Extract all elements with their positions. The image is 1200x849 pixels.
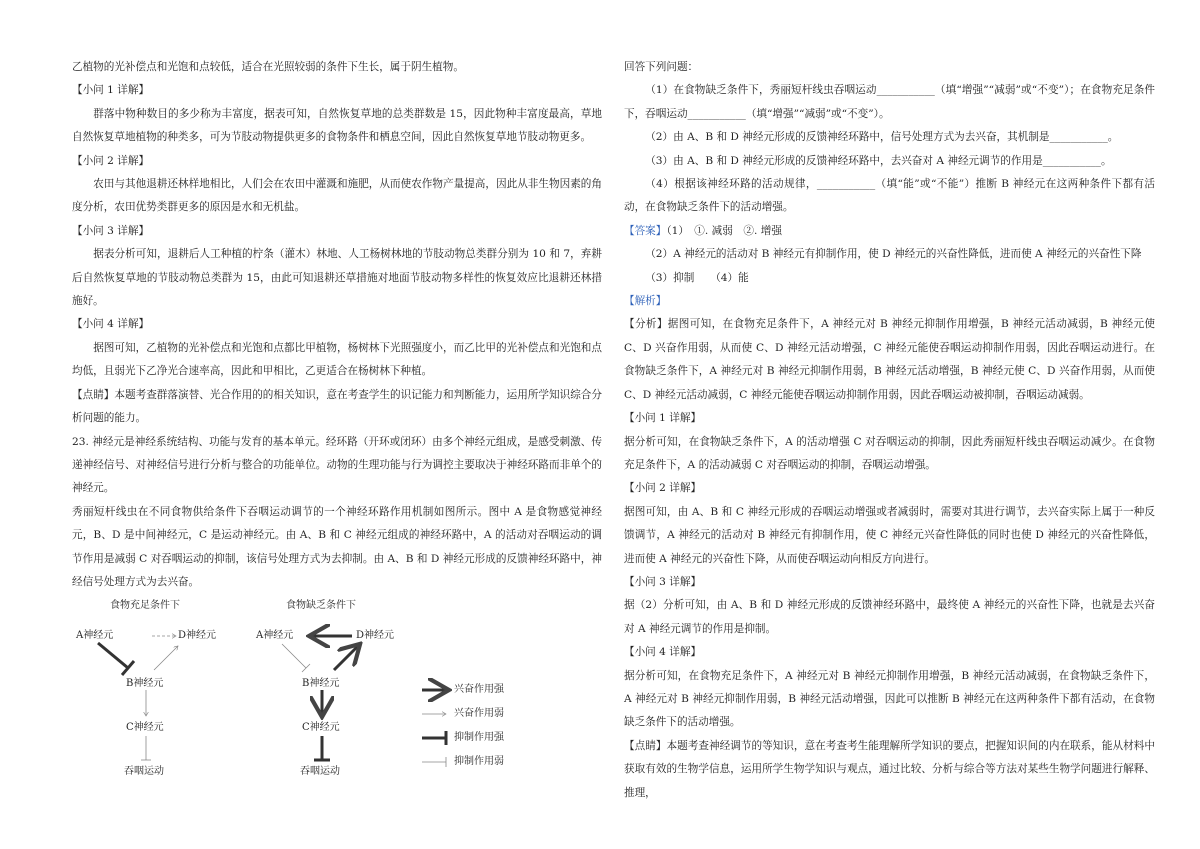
b-to-d-strong-excite: [334, 646, 358, 670]
comment-paragraph: 【点睛】本题考查神经调节的等知识，意在考查考生能理解所学知识的要点，把握知识间的内在联系，能从材料中获取有效的生物学信息，运用所学生物学知识与观点，通过比较、分析与综合等方法对某些生物学问题进行解释、推理，: [624, 739, 1155, 799]
question-stem: 23. 神经元是神经系统结构、功能与发育的基本单元。经环路（开环或闭环）由多个神经元组成，是感受刺激、传递神经信号、对神经信号进行分析与整合的功能单位。动物的生理功能与行为调控主要取决于神经环路而非单个的神经元。: [72, 435, 602, 495]
answer-3: （3）抑制 （4）能: [645, 271, 749, 284]
right-column: [624, 56, 1155, 805]
a-to-b-weak-inhibit: [282, 644, 306, 668]
section-heading: 【小问 3 详解】: [624, 575, 702, 588]
question-1: （1）在食物缺乏条件下，秀丽短杆线虫吞咽运动___________（填“增强”“减弱”或“不变”）；在食物充足条件下，吞咽运动___________（填“增强”“减弱”或“不变”）。: [624, 84, 1155, 120]
neuron-b-left: B神经元: [126, 678, 164, 690]
question-context: 秀丽短杆线虫在不同食物供给条件下吞咽运动调节的一个神经环路作用机制如图所示。图中 A 是食物感觉神经元，B、D 是中间神经元，C 是运动神经元。由 A、B 和 C 神经元组成的神经环路中，A 的活动对吞咽运动的调节作用是减弱 C 对吞咽运动的抑制，该信号处理方式为去抑制。由 A、B 和 D 神经元形成的反馈神经环路中，神经信号处理方式为去兴奋。: [72, 505, 602, 588]
diagram-title-left: 食物充足条件下: [110, 600, 180, 612]
neuron-d-right: D神经元: [356, 630, 395, 642]
question-2: （2）由 A、B 和 D 神经元形成的反馈神经环路中，信号处理方式为去兴奋，其机制是___________。: [645, 131, 1119, 144]
section-heading: 【小问 1 详解】: [624, 412, 702, 425]
analysis-paragraph: 据图可知，由 A、B 和 C 神经元形成的吞咽运动增强或者减弱时，需要对其进行调节，去兴奋实际上属于一种反馈调节，A 神经元的活动对 B 神经元有抑制作用，使 C 神经元兴奋性降低的同时也使 D 神经元的兴奋性降低，进而使 A 神经元的兴奋性下降，从而使吞咽运动向相反方向进行。: [624, 505, 1155, 565]
neuron-a-right: A神经元: [256, 630, 294, 642]
legend-label-strong-excite: 兴奋作用强: [454, 684, 504, 696]
comment-paragraph: 【点睛】本题考查群落演替、光合作用的的相关知识，意在考查学生的识记能力和判断能力，运用所学知识综合分析问题的能力。: [72, 388, 602, 425]
neuron-c-right: C神经元: [302, 722, 340, 734]
left-column: [72, 56, 602, 794]
question-4: （4）根据该神经环路的活动规律，___________（填“能”或“不能”）推断 B 神经元在这两种条件下都有活动，在食物缺乏条件下的活动增强。: [624, 178, 1155, 214]
analysis-paragraph: 据分析可知，在食物充足条件下，A 神经元对 B 神经元抑制作用增强，B 神经元活动减弱，在食物缺乏条件下，A 神经元对 B 神经元抑制作用弱，B 神经元活动增强，因此可以推断 B 神经元在这两种条件下都有活动，在食物缺乏条件下的活动增强。: [624, 669, 1155, 729]
swallow-left: 吞咽运动: [124, 766, 164, 778]
left-paragraph: 乙植物的光补偿点和光饱和点较低，适合在光照较弱的条件下生长，属于阴生植物。: [72, 61, 464, 73]
swallow-right: 吞咽运动: [300, 766, 340, 778]
section-heading: 【小问 2 详解】: [72, 154, 150, 167]
legend-label-strong-inhibit: 抑制作用强: [454, 732, 504, 744]
neural-circuit-diagram: [76, 598, 504, 794]
question-3: （3）由 A、B 和 D 神经元形成的反馈神经环路中，去兴奋对 A 神经元调节的作用是___________。: [645, 154, 1112, 167]
left-paragraph: 据图可知，乙植物的光补偿点和光饱和点都比甲植物，杨树林下光照强度小，而乙比甲的光补偿点和光饱和点均低，且弱光下乙净光合速率高，因此和甲相比，乙更适合在杨树林下种植。: [72, 341, 602, 378]
a-to-b-strong-inhibit: [98, 643, 128, 668]
question-intro: 回答下列问题：: [624, 61, 699, 73]
analysis-label: 【解析】: [624, 295, 667, 308]
section-heading: 【小问 3 详解】: [72, 224, 150, 237]
left-paragraph: 群落中物种数目的多少称为丰富度，据表可知，自然恢复草地的总类群数是 15，因此物种丰富度最高，草地自然恢复草地植物的种类多，可为节肢动物提供更多的食物条件和栖息空间，因此自然恢复草地节肢动物更多。: [72, 107, 602, 144]
section-heading: 【小问 4 详解】: [624, 646, 702, 659]
b-to-d-weak-excite: [154, 646, 178, 670]
section-heading: 【小问 2 详解】: [624, 482, 702, 495]
analysis-paragraph: 据分析可知，在食物缺乏条件下，A 的活动增强 C 对吞咽运动的抑制，因此秀丽短杆线虫吞咽运动减少。在食物充足条件下，A 的活动减弱 C 对吞咽运动的抑制，吞咽运动增强。: [624, 435, 1155, 471]
answer-2: （2）A 神经元的活动对 B 神经元有抑制作用，使 D 神经元的兴奋性降低，进而使 A 神经元的兴奋性下降: [645, 248, 1142, 261]
legend-label-weak-excite: 兴奋作用弱: [454, 708, 504, 720]
diagram-title-right: 食物缺乏条件下: [286, 600, 356, 612]
answer-1: [624, 220, 1155, 243]
neuron-b-right: B神经元: [302, 678, 340, 690]
section-heading: 【小问 1 详解】: [72, 84, 150, 97]
answer-label: 【答案】: [624, 224, 667, 237]
left-paragraph: 农田与其他退耕还林样地相比，人们会在农田中灌溉和施肥，从而使农作物产量提高，因此从非生物因素的角度分析，农田优势类群更多的原因是水和无机盐。: [72, 178, 602, 214]
neuron-d-left: D神经元: [178, 630, 217, 642]
analysis-paragraph: 据（2）分析可知，由 A、B 和 D 神经元形成的反馈神经环路中，最终使 A 神经元的兴奋性下降，也就是去兴奋对 A 神经元调节的作用是抑制。: [624, 599, 1155, 635]
answer-1-text: （1） ①. 减弱 ②. 增强: [666, 224, 782, 237]
legend-label-weak-inhibit: 抑制作用弱: [454, 756, 504, 768]
section-heading: 【小问 4 详解】: [72, 318, 150, 331]
neuron-a-left: A神经元: [76, 630, 114, 642]
neuron-c-left: C神经元: [126, 722, 164, 734]
analysis-paragraph: 【分析】据图可知，在食物充足条件下，A 神经元对 B 神经元抑制作用增强，B 神经元活动减弱，B 神经元使 C、D 兴奋作用弱，从而使 C、D 神经元活动增强，C 神经元能使吞咽运动抑制作用弱，因此吞咽运动进行。在食物缺乏条件下，A 神经元对 B 神经元抑制作用弱，B 神经元活动增强，B 神经元使 C、D 兴奋作用弱，从而使 C、D 神经元活动减弱，C 神经元能使吞咽运动抑制作用弱，因此吞咽运动被抑制，吞咽运动减弱。: [624, 318, 1155, 401]
left-paragraph: 据表分析可知，退耕后人工种植的柠条（灌木）林地、人工杨树林地的节肢动物总类群分别为 10 和 7，弃耕后自然恢复草地的节肢动物总类群为 15，由此可知退耕还草措施对地面节肢动物多样性的恢复效应比退耕还林措施好。: [72, 248, 602, 308]
